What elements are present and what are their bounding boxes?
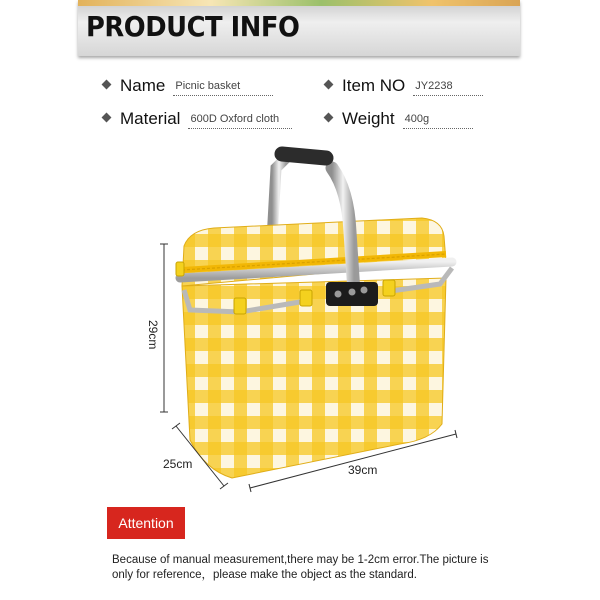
info-value: 400g [403,113,473,129]
info-value: Picnic basket [173,80,273,96]
info-label: Name [120,76,166,95]
page-title: PRODUCT INFO [86,10,300,43]
depth-dimension-label: 25cm [163,457,193,471]
info-label: Weight [342,109,395,128]
info-label: Item NO [342,76,406,95]
info-value: JY2238 [413,80,483,96]
height-dimension-label: 29cm [146,320,160,350]
width-dimension-label: 39cm [348,463,378,477]
info-value: 600D Oxford cloth [188,113,292,129]
attention-badge: Attention [107,507,185,539]
info-label: Material [120,109,181,128]
attention-note: Because of manual measurement,there may be 1-2cm error.The picture is only for reference，please make the object as the standard. [112,554,489,581]
